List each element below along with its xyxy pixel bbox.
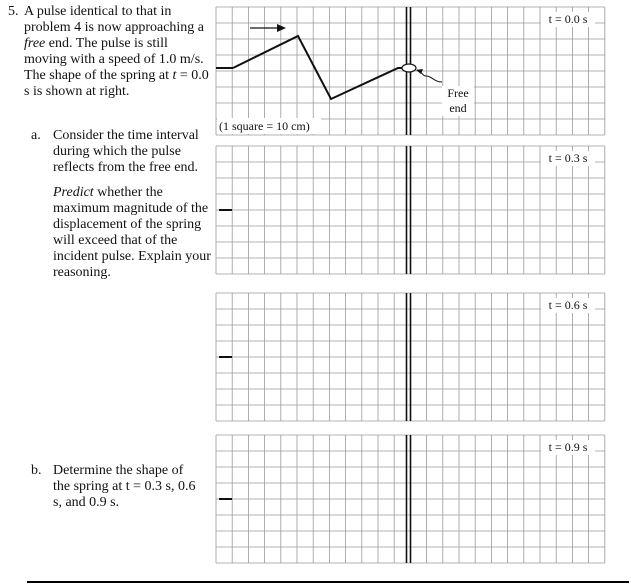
part-a-text: Consider the time interval during which the pulse reflects from the free end. xyxy=(53,128,199,175)
time-label: t = 0.0 s xyxy=(548,12,588,26)
part-b-text: Determine the shape of the spring at t = 0.3 s, 0.6 s, and 0.9 s. xyxy=(53,463,196,510)
free-end-label-2: end xyxy=(449,101,467,115)
predict-italic: Predict xyxy=(53,185,94,200)
free-end-ring xyxy=(402,64,416,72)
bottom-rule xyxy=(27,581,629,583)
grid-panel-1 xyxy=(216,146,605,274)
grid-panel-3 xyxy=(216,435,605,563)
pulse-shape xyxy=(233,36,405,99)
free-end-label-1: Free xyxy=(447,86,469,100)
part-b-label: b. xyxy=(31,463,42,478)
scale-label: (1 square = 10 cm) xyxy=(219,119,310,133)
grid-panel-2 xyxy=(216,293,605,421)
problem-number: 5. xyxy=(8,4,19,19)
time-label: t = 0.6 s xyxy=(548,298,588,312)
time-label: t = 0.9 s xyxy=(548,440,588,454)
grid-panel-0 xyxy=(216,7,605,135)
direction-arrowhead xyxy=(277,24,286,32)
predict-text: whether the maximum magnitude of the displacement of the spring will exceed that of the incident pulse. Explain your reasoning. xyxy=(53,185,211,280)
part-a-label: a. xyxy=(31,128,41,143)
problem-text-1: A pulse identical to that in problem 4 is now approaching a xyxy=(24,4,205,35)
problem-time-var: t xyxy=(172,68,177,83)
problem-italic-free: free xyxy=(24,36,46,51)
problem-text-2: end. The pulse is still moving with a speed of 1.0 m/s. The shape of the spring at xyxy=(24,36,204,83)
problem-time-value: = 0.0 s is shown at right. xyxy=(24,68,209,99)
time-label: t = 0.3 s xyxy=(548,151,588,165)
